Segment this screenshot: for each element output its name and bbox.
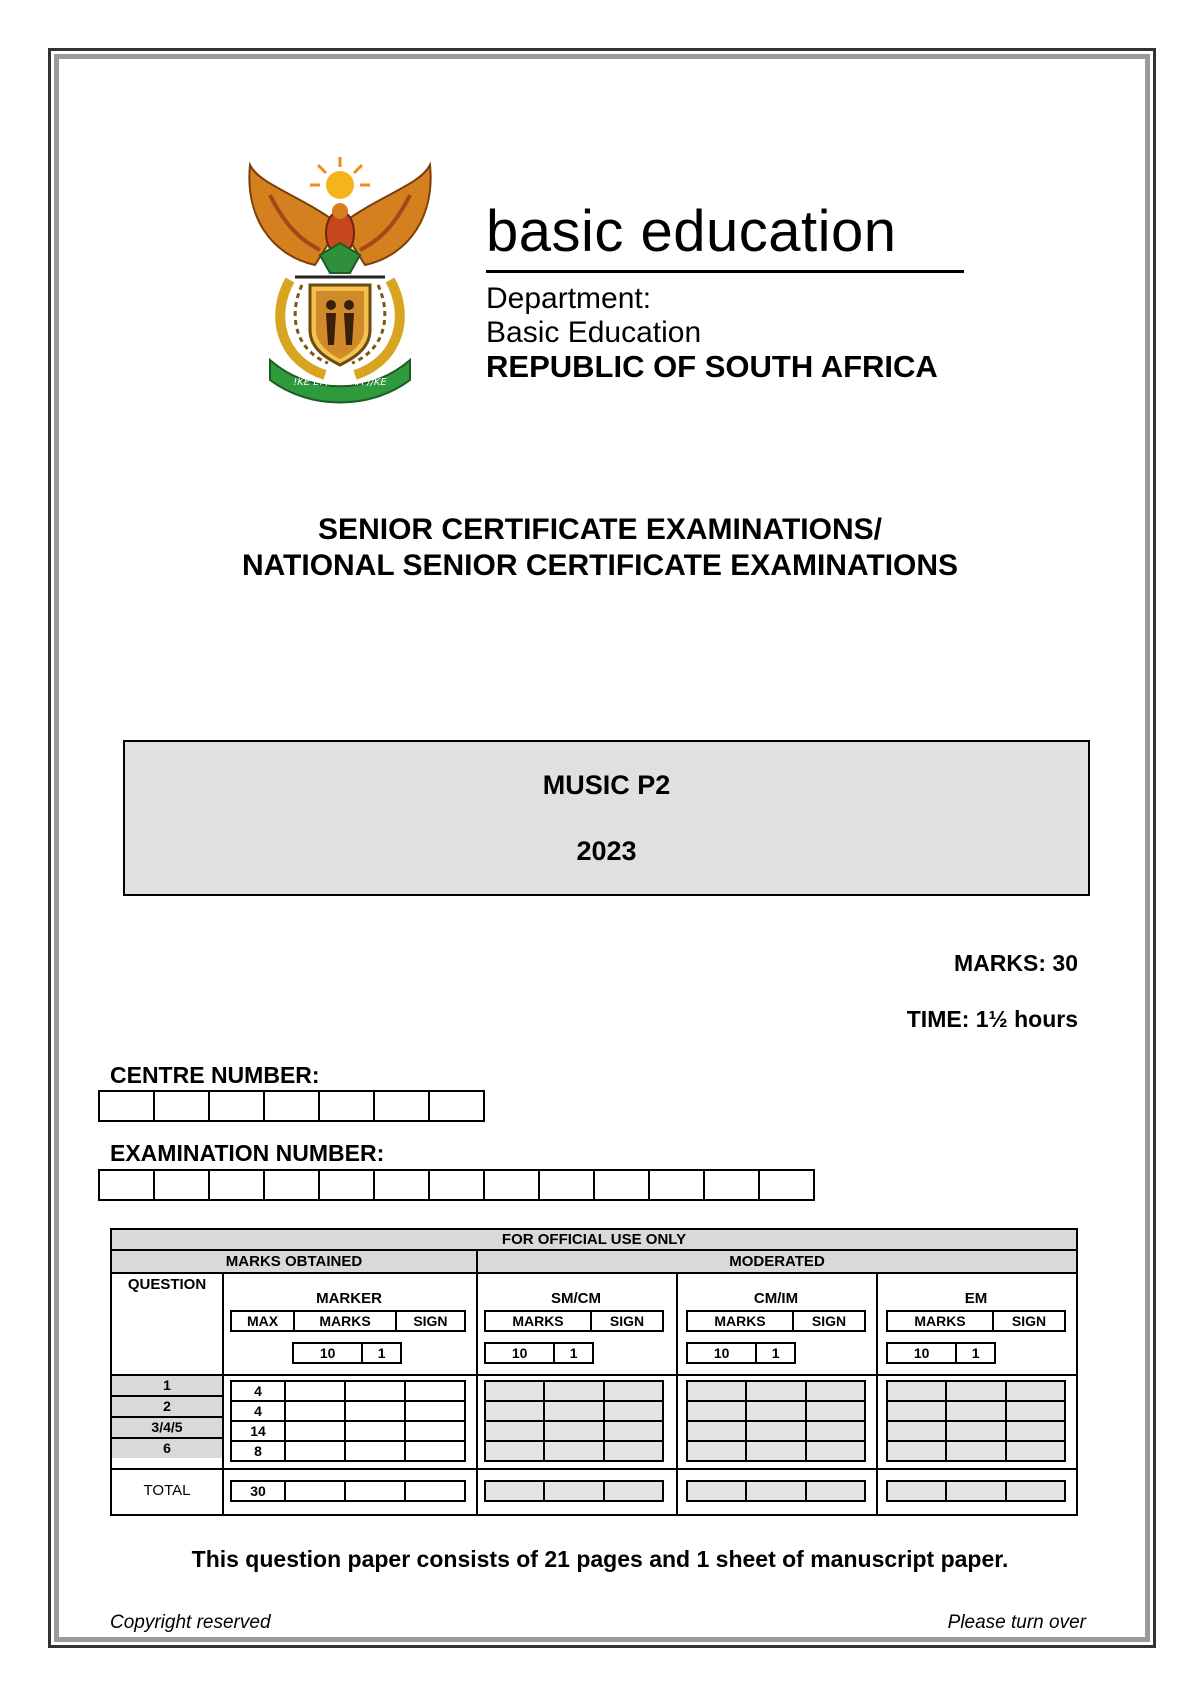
total-marker-grid xyxy=(230,1480,466,1502)
subject-name: MUSIC P2 xyxy=(542,770,671,800)
em-marks-header: MARKS xyxy=(887,1311,993,1331)
marks-header: MARKS xyxy=(294,1311,396,1331)
exam-heading-line1: SENIOR CERTIFICATE EXAMINATIONS/ xyxy=(318,513,882,546)
cmim-cell[interactable] xyxy=(746,1421,805,1441)
subject-year: 2023 xyxy=(576,836,637,866)
em-one: 1 xyxy=(956,1343,995,1363)
cmim-cell[interactable] xyxy=(687,1421,746,1441)
total-smcm-cell[interactable] xyxy=(485,1481,544,1501)
examination-number-digit[interactable] xyxy=(703,1169,760,1201)
smcm-cell[interactable] xyxy=(485,1421,544,1441)
total-cmim-cell[interactable] xyxy=(806,1481,865,1501)
total-em-cell[interactable] xyxy=(946,1481,1005,1501)
marker-sign-cell[interactable] xyxy=(405,1421,465,1441)
em-ten: 10 xyxy=(887,1343,956,1363)
cmim-cell[interactable] xyxy=(687,1381,746,1401)
marker-marks-cell[interactable] xyxy=(345,1381,405,1401)
smcm-cell[interactable] xyxy=(604,1421,663,1441)
em-cell[interactable] xyxy=(887,1381,946,1401)
examination-number-digit[interactable] xyxy=(373,1169,430,1201)
question-number: 6 xyxy=(112,1439,222,1458)
total-label: TOTAL xyxy=(143,1482,191,1499)
centre-number-digit[interactable] xyxy=(98,1090,155,1122)
examination-number-digit[interactable] xyxy=(98,1169,155,1201)
total-smcm-cell[interactable] xyxy=(604,1481,663,1501)
marker-marks-cell[interactable] xyxy=(345,1401,405,1421)
smcm-header: SM/CM xyxy=(551,1290,601,1307)
max-mark: 4 xyxy=(231,1401,285,1421)
total-marks: MARKS: 30 xyxy=(954,950,1078,976)
examination-number-digit[interactable] xyxy=(758,1169,815,1201)
marker-marks-cell[interactable] xyxy=(285,1441,345,1461)
question-header: QUESTION xyxy=(127,1276,207,1293)
total-em-cell[interactable] xyxy=(887,1481,946,1501)
cmim-marks-header: MARKS xyxy=(687,1311,793,1331)
smcm-cell[interactable] xyxy=(604,1441,663,1461)
examination-number-digit[interactable] xyxy=(483,1169,540,1201)
turn-over-note: Please turn over xyxy=(947,1612,1086,1633)
moderated-header: MODERATED xyxy=(478,1251,1076,1272)
em-sign-header: SIGN xyxy=(993,1311,1065,1331)
em-cell[interactable] xyxy=(1006,1441,1065,1461)
total-max: 30 xyxy=(231,1481,285,1501)
max-header: MAX xyxy=(231,1311,294,1331)
total-cmim-grid xyxy=(686,1480,866,1502)
marker-sign-cell[interactable] xyxy=(405,1401,465,1421)
copyright-note: Copyright reserved xyxy=(110,1612,271,1633)
marker-header: MARKER xyxy=(316,1290,382,1307)
examination-number-boxes[interactable] xyxy=(98,1169,813,1201)
centre-number-label: CENTRE NUMBER: xyxy=(110,1062,320,1088)
examination-number-digit[interactable] xyxy=(263,1169,320,1201)
marker-ten: 10 xyxy=(293,1343,362,1363)
total-smcm-grid xyxy=(484,1480,664,1502)
smcm-grid xyxy=(484,1380,664,1462)
marks-obtained-header: MARKS OBTAINED xyxy=(112,1251,476,1272)
brand-underline xyxy=(486,270,964,273)
official-use-title: FOR OFFICIAL USE ONLY xyxy=(112,1230,1076,1249)
smcm-cell[interactable] xyxy=(485,1381,544,1401)
total-marks-cell[interactable] xyxy=(345,1481,405,1501)
examination-number-label: EXAMINATION NUMBER: xyxy=(110,1140,385,1166)
em-cell[interactable] xyxy=(1006,1381,1065,1401)
marker-grid xyxy=(230,1380,466,1462)
centre-number-digit[interactable] xyxy=(263,1090,320,1122)
total-marks-cell[interactable] xyxy=(285,1481,345,1501)
centre-number-digit[interactable] xyxy=(318,1090,375,1122)
examination-number-digit[interactable] xyxy=(208,1169,265,1201)
em-cell[interactable] xyxy=(946,1441,1005,1461)
em-cell[interactable] xyxy=(887,1441,946,1461)
em-cell[interactable] xyxy=(887,1401,946,1421)
marker-sign-cell[interactable] xyxy=(405,1381,465,1401)
question-number: 3/4/5 xyxy=(112,1418,222,1439)
em-header: EM xyxy=(964,1290,988,1307)
total-em-grid xyxy=(886,1480,1066,1502)
marker-sign-cell[interactable] xyxy=(405,1441,465,1461)
smcm-cell[interactable] xyxy=(485,1441,544,1461)
cmim-sign-header: SIGN xyxy=(793,1311,865,1331)
em-cell[interactable] xyxy=(887,1421,946,1441)
marker-marks-cell[interactable] xyxy=(285,1421,345,1441)
smcm-one: 1 xyxy=(554,1343,593,1363)
examination-number-digit[interactable] xyxy=(318,1169,375,1201)
official-use-table xyxy=(110,1228,1078,1516)
em-cell[interactable] xyxy=(946,1401,1005,1421)
brand-department: Department: xyxy=(486,282,652,315)
smcm-ten: 10 xyxy=(485,1343,554,1363)
centre-number-digit[interactable] xyxy=(428,1090,485,1122)
cmim-cell[interactable] xyxy=(806,1381,865,1401)
crest-motto: !KE E: /XARRA //KE xyxy=(293,377,387,388)
examination-number-digit[interactable] xyxy=(648,1169,705,1201)
examination-number-digit[interactable] xyxy=(428,1169,485,1201)
smcm-marks-header: MARKS xyxy=(485,1311,591,1331)
brand-department-name: Basic Education xyxy=(486,316,702,349)
total-smcm-cell[interactable] xyxy=(544,1481,603,1501)
marker-marks-cell[interactable] xyxy=(345,1421,405,1441)
cmim-cell[interactable] xyxy=(746,1401,805,1421)
page-count-note: This question paper consists of 21 pages and 1 sheet of manuscript paper. xyxy=(191,1546,1009,1572)
em-cell[interactable] xyxy=(946,1421,1005,1441)
brand-country: REPUBLIC OF SOUTH AFRICA xyxy=(486,349,938,384)
em-grid xyxy=(886,1380,1066,1462)
marker-marks-cell[interactable] xyxy=(345,1441,405,1461)
smcm-cell[interactable] xyxy=(604,1381,663,1401)
sign-header: SIGN xyxy=(396,1311,465,1331)
cmim-cell[interactable] xyxy=(806,1441,865,1461)
centre-number-digit[interactable] xyxy=(153,1090,210,1122)
smcm-cell[interactable] xyxy=(485,1401,544,1421)
cmim-header: CM/IM xyxy=(753,1290,799,1307)
cmim-cell[interactable] xyxy=(806,1421,865,1441)
question-list xyxy=(112,1376,222,1458)
exam-heading-line2: NATIONAL SENIOR CERTIFICATE EXAMINATIONS xyxy=(241,549,959,582)
question-number: 2 xyxy=(112,1397,222,1418)
max-mark: 14 xyxy=(231,1421,285,1441)
total-cmim-cell[interactable] xyxy=(746,1481,805,1501)
smcm-cell[interactable] xyxy=(544,1441,603,1461)
total-sign-cell[interactable] xyxy=(405,1481,465,1501)
centre-number-boxes[interactable] xyxy=(98,1090,483,1122)
em-cell[interactable] xyxy=(946,1381,1005,1401)
centre-number-digit[interactable] xyxy=(373,1090,430,1122)
total-em-cell[interactable] xyxy=(1006,1481,1065,1501)
cmim-cell[interactable] xyxy=(687,1441,746,1461)
centre-number-digit[interactable] xyxy=(208,1090,265,1122)
smcm-sign-header: SIGN xyxy=(591,1311,663,1331)
cmim-cell[interactable] xyxy=(746,1381,805,1401)
marker-marks-cell[interactable] xyxy=(285,1401,345,1421)
em-cell[interactable] xyxy=(1006,1401,1065,1421)
smcm-cell[interactable] xyxy=(544,1401,603,1421)
marker-one: 1 xyxy=(362,1343,401,1363)
max-mark: 8 xyxy=(231,1441,285,1461)
cmim-grid xyxy=(686,1380,866,1462)
cmim-cell[interactable] xyxy=(806,1401,865,1421)
examination-number-digit[interactable] xyxy=(593,1169,650,1201)
max-mark: 4 xyxy=(231,1381,285,1401)
brand-title: basic education xyxy=(486,199,897,264)
cmim-ten: 10 xyxy=(687,1343,756,1363)
em-cell[interactable] xyxy=(1006,1421,1065,1441)
marker-marks-cell[interactable] xyxy=(285,1381,345,1401)
total-cmim-cell[interactable] xyxy=(687,1481,746,1501)
exam-time: TIME: 1½ hours xyxy=(906,1006,1078,1032)
examination-number-digit[interactable] xyxy=(538,1169,595,1201)
cmim-one: 1 xyxy=(756,1343,795,1363)
question-number: 1 xyxy=(112,1376,222,1397)
smcm-cell[interactable] xyxy=(604,1401,663,1421)
cmim-cell[interactable] xyxy=(746,1441,805,1461)
cmim-cell[interactable] xyxy=(687,1401,746,1421)
subject-box xyxy=(123,740,1090,896)
smcm-cell[interactable] xyxy=(544,1381,603,1401)
smcm-cell[interactable] xyxy=(544,1421,603,1441)
examination-number-digit[interactable] xyxy=(153,1169,210,1201)
coat-of-arms-logo xyxy=(240,155,440,405)
